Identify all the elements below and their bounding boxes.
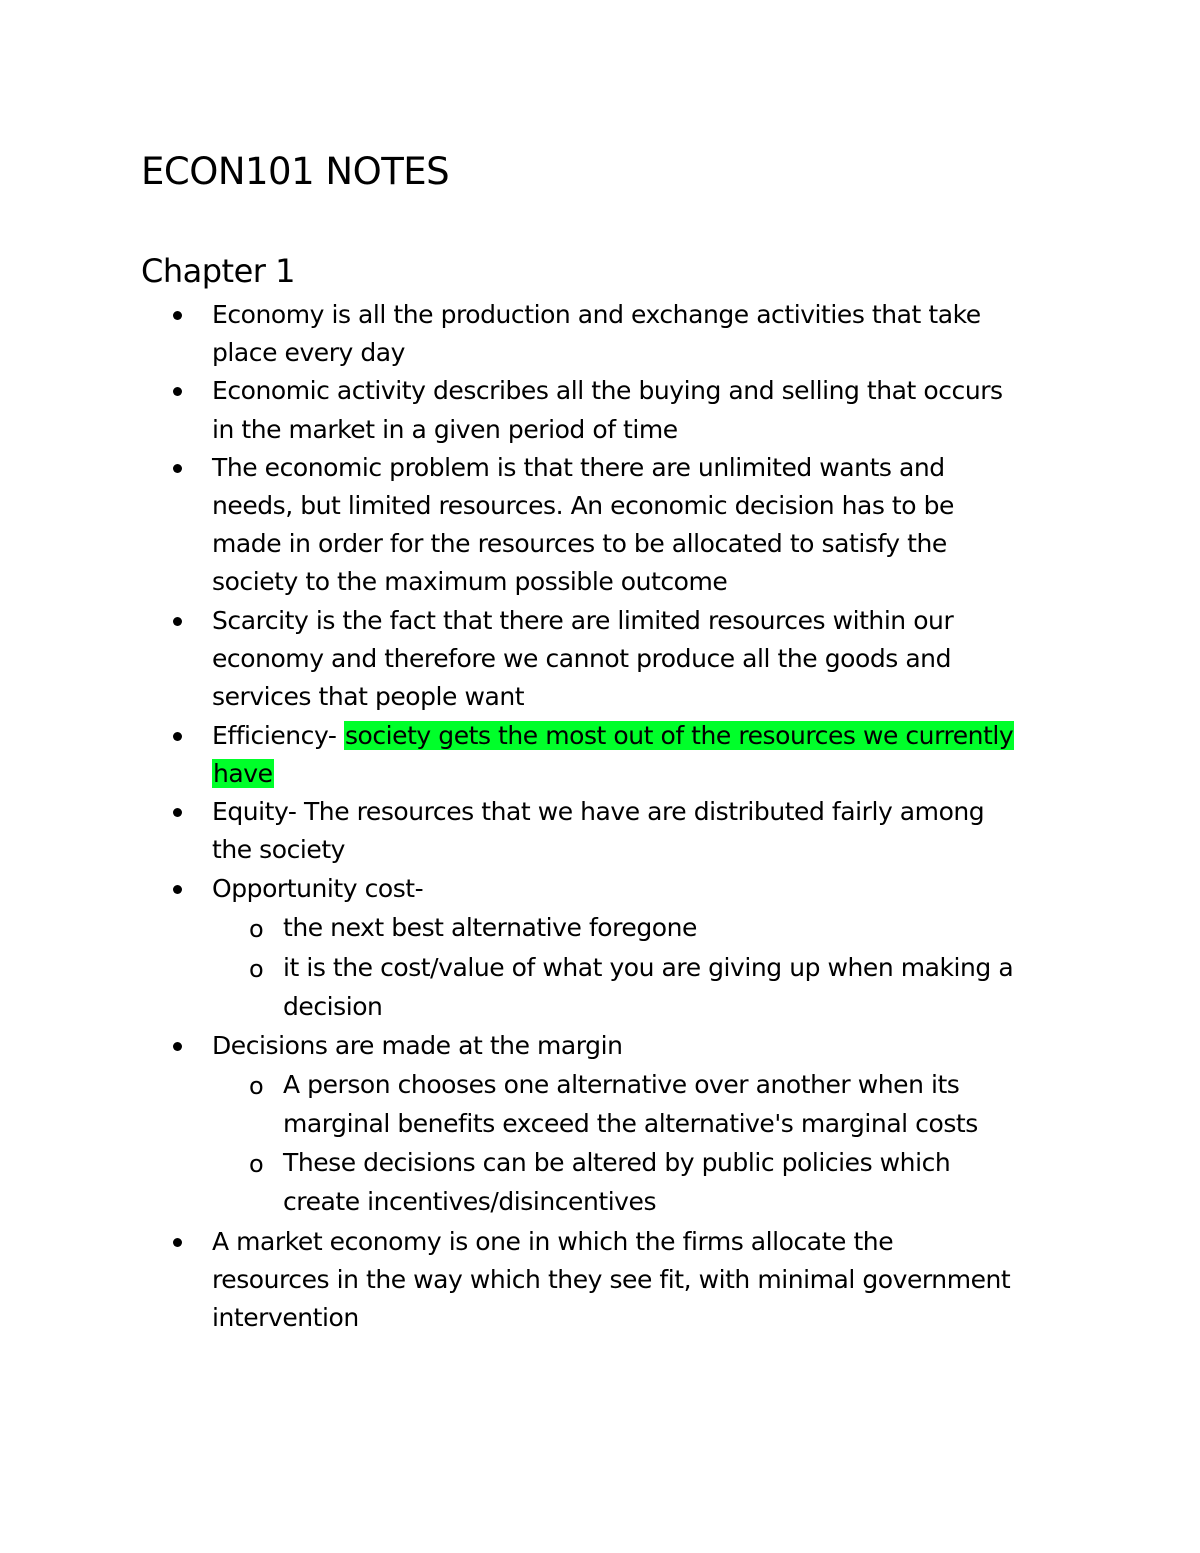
list-item-line: A market economy is one in which the firms allocate the	[212, 1227, 894, 1256]
list-item-line: needs, but limited resources. An economic decision has to be	[212, 491, 954, 520]
bullet-icon	[173, 602, 187, 640]
list-item-line: the society	[212, 835, 346, 864]
highlighted-text: have	[213, 759, 273, 788]
bullet-icon	[173, 1223, 187, 1261]
sub-list-item-line: marginal benefits exceed the alternative's marginal costs	[283, 1109, 978, 1138]
chapter-heading: Chapter 1	[141, 252, 295, 290]
list-item-line: in the market in a given period of time	[212, 415, 678, 444]
list-item-line	[212, 717, 1014, 755]
bullet-icon	[173, 372, 187, 410]
bullet-icon	[173, 717, 187, 755]
sub-bullet-icon: o	[249, 1150, 264, 1178]
bullet-icon	[173, 793, 187, 831]
efficiency-term: Efficiency-	[212, 721, 337, 750]
list-item-line: resources in the way which they see fit, with minimal government	[212, 1265, 1011, 1294]
document-title: ECON101 NOTES	[141, 150, 450, 193]
list-item-line: Equity- The resources that we have are distributed fairly among	[212, 797, 985, 826]
sub-list-item-line: create incentives/disincentives	[283, 1187, 657, 1216]
list-item-line: Economy is all the production and exchange activities that take	[212, 300, 981, 329]
list-item-line: Opportunity cost-	[212, 874, 424, 903]
list-item-line: society to the maximum possible outcome	[212, 567, 728, 596]
list-item-line	[212, 755, 274, 793]
sub-list-item-line: the next best alternative foregone	[283, 913, 697, 942]
list-item-line: Economic activity describes all the buying and selling that occurs	[212, 376, 1003, 405]
list-item-line: made in order for the resources to be allocated to satisfy the	[212, 529, 947, 558]
bullet-icon	[173, 296, 187, 334]
sub-list-item-line: These decisions can be altered by public policies which	[283, 1148, 951, 1177]
list-item-line: Decisions are made at the margin	[212, 1031, 623, 1060]
bullet-icon	[173, 870, 187, 908]
sub-list-item-line: A person chooses one alternative over another when its	[283, 1070, 960, 1099]
highlighted-text: society gets the most out of the resources we currently	[344, 721, 1014, 750]
bullet-icon	[173, 1027, 187, 1065]
sub-list-item-line: it is the cost/value of what you are giving up when making a	[283, 953, 1014, 982]
list-item-line: place every day	[212, 338, 406, 367]
list-item-line: services that people want	[212, 682, 525, 711]
list-item-line: economy and therefore we cannot produce all the goods and	[212, 644, 951, 673]
list-item-line: Scarcity is the fact that there are limited resources within our	[212, 606, 954, 635]
bullet-icon	[173, 449, 187, 487]
sub-bullet-icon: o	[249, 1072, 264, 1100]
sub-list-item-line: decision	[283, 992, 383, 1021]
list-item-line: The economic problem is that there are unlimited wants and	[212, 453, 945, 482]
sub-bullet-icon: o	[249, 915, 264, 943]
list-item-line: intervention	[212, 1303, 359, 1332]
sub-bullet-icon: o	[249, 955, 264, 983]
